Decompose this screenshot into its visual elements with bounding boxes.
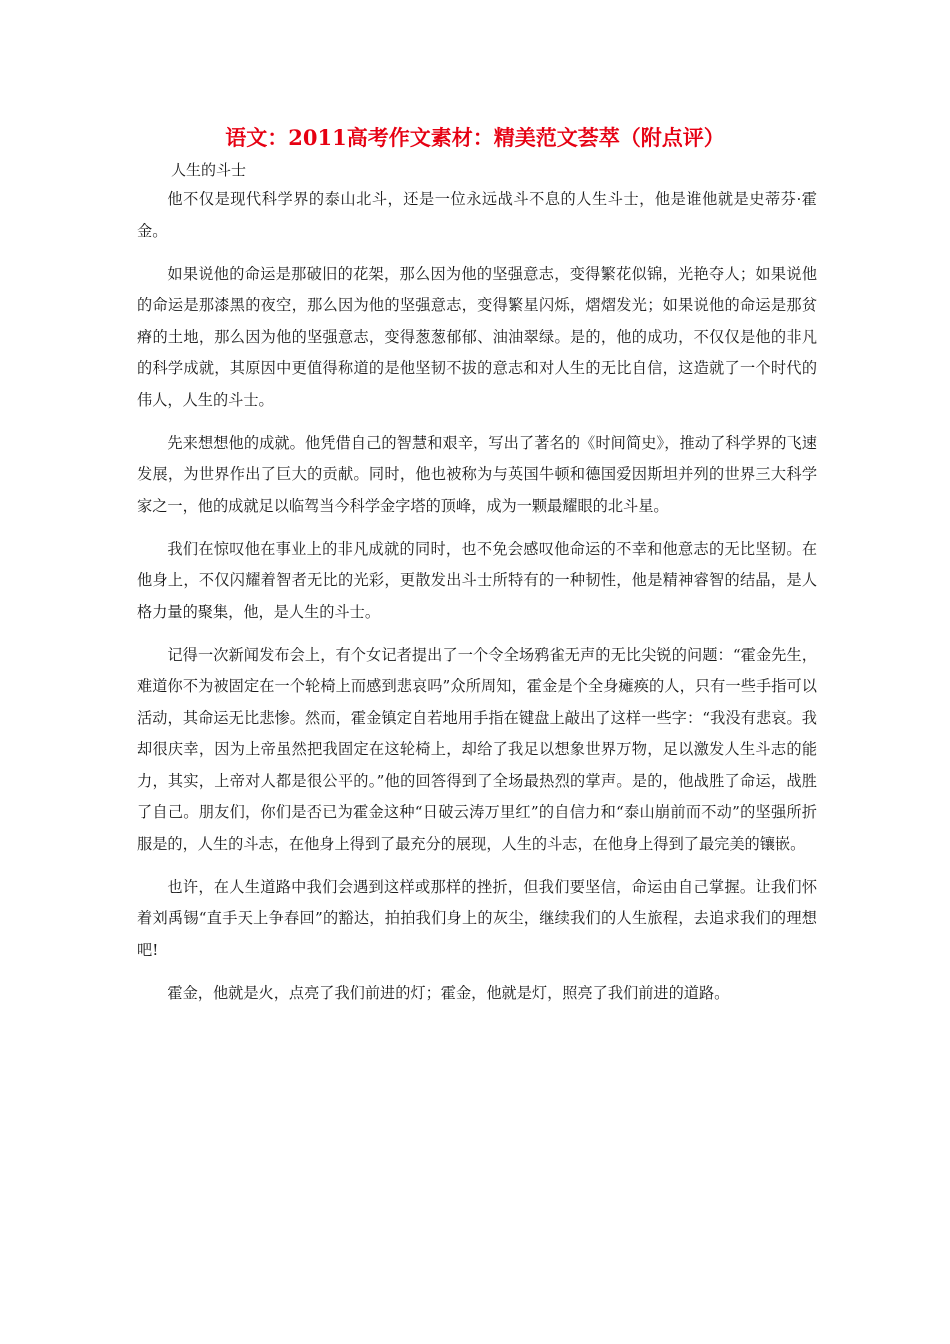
paragraph: 霍金，他就是火，点亮了我们前进的灯；霍金，他就是灯，照亮了我们前进的道路。 [167, 983, 730, 1002]
essay-body [137, 184, 817, 1021]
paragraph: 也许，在人生道路中我们会遇到这样或那样的挫折，但我们要坚信，命运由自己掌握。让我们怀着刘禹锡“直手天上争春回”的豁达，拍拍我们身上的灰尘，继续我们的人生旅程，去追求我们的理想吧! [137, 877, 817, 959]
paragraph: 先来想想他的成就。他凭借自己的智慧和艰辛，写出了著名的《时间简史》，推动了科学界的飞速发展，为世界作出了巨大的贡献。同时，他也被称为与英国牛顿和德国爱因斯坦并列的世界三大科学家之一，他的成就足以临驾当今科学金字塔的顶峰，成为一颗最耀眼的北斗星。 [137, 433, 817, 515]
paragraph: 我们在惊叹他在事业上的非凡成就的同时，也不免会感叹他命运的不幸和他意志的无比坚韧。在他身上，不仅闪耀着智者无比的光彩，更散发出斗士所特有的一种韧性，他是精神睿智的结晶，是人格力量的聚集，他，是人生的斗士。 [137, 539, 817, 621]
essay-title: 人生的斗士 [171, 161, 247, 179]
document-title: 语文：2011高考作文素材：精美范文荟萃（附点评） [225, 125, 725, 150]
paragraph: 如果说他的命运是那破旧的花架，那么因为他的坚强意志，变得繁花似锦，光艳夺人；如果说他的命运是那漆黑的夜空，那么因为他的坚强意志，变得繁星闪烁，熠熠发光；如果说他的命运是那贫瘠的土地，那么因为他的坚强意志，变得葱葱郁郁、油油翠绿。是的，他的成功，不仅仅是他的非凡的科学成就，其原因中更值得称道的是他坚韧不拔的意志和对人生的无比自信，这造就了一个时代的伟人，人生的斗士。 [137, 264, 817, 409]
paragraph: 记得一次新闻发布会上，有个女记者提出了一个令全场鸦雀无声的无比尖锐的问题：“霍金先生，难道你不为被固定在一个轮椅上而感到悲哀吗”众所周知，霍金是个全身瘫痪的人，只有一些手指可以活动，其命运无比悲惨。然而，霍金镇定自若地用手指在键盘上敲出了这样一些字：“我没有悲哀。我却很庆幸，因为上帝虽然把我固定在这轮椅上，却给了我足以想象世界万物，足以激发人生斗志的能力，其实，上帝对人都是很公平的。”他的回答得到了全场最热烈的掌声。是的，他战胜了命运，战胜了自己。朋友们，你们是否已为霍金这种“日破云涛万里红”的自信力和“泰山崩前而不动”的坚强所折服是的，人生的斗志，在他身上得到了最充分的展现，人生的斗志，在他身上得到了最完美的镶嵌。 [137, 645, 817, 853]
paragraph: 他不仅是现代科学界的泰山北斗，还是一位永远战斗不息的人生斗士，他是谁他就是史蒂芬·霍金。 [137, 190, 817, 240]
